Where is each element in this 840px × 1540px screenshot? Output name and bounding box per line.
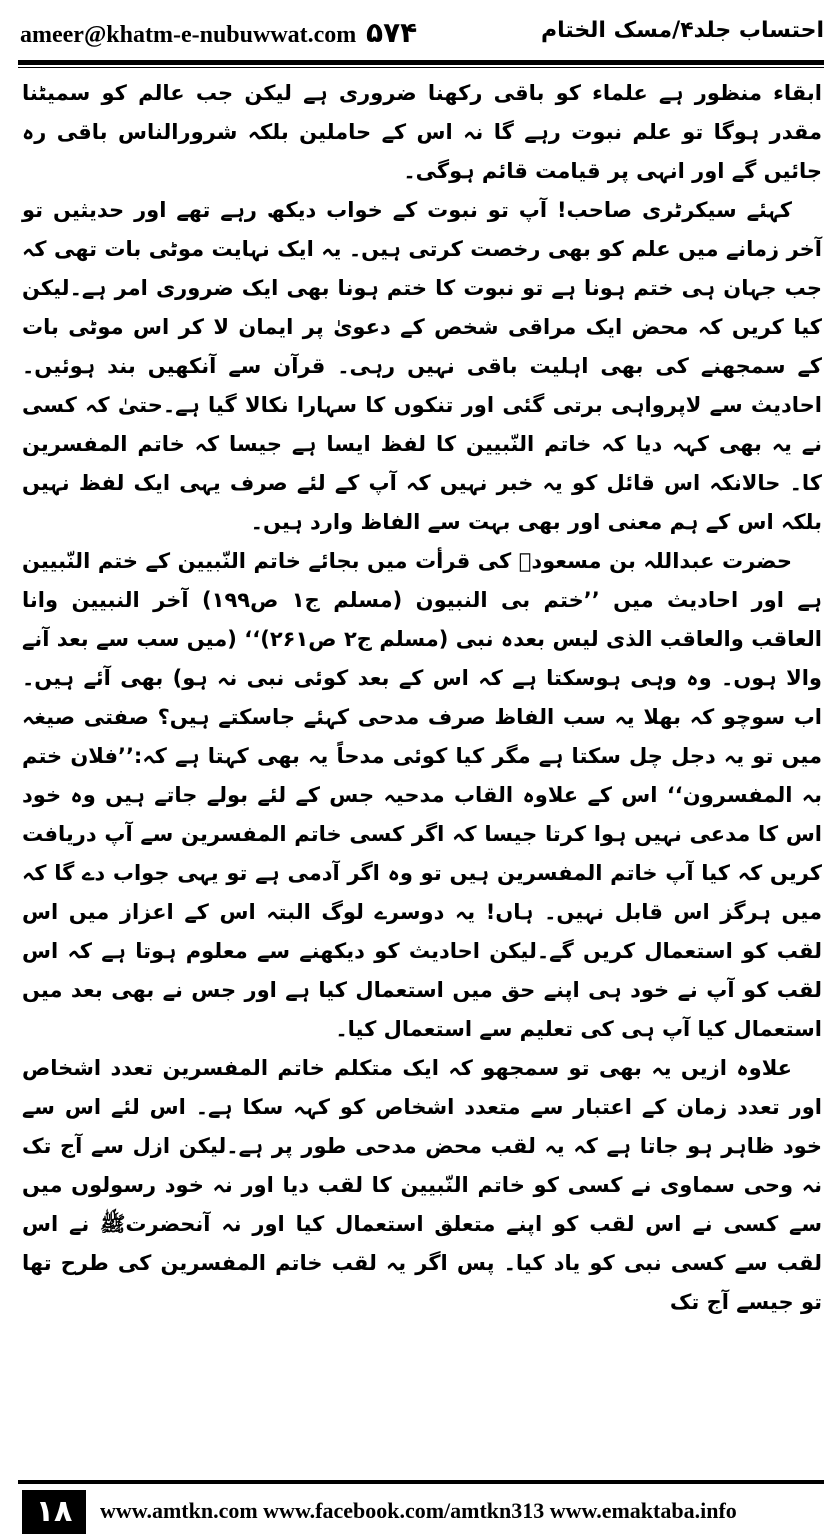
paragraph: علاوہ ازیں یہ بھی تو سمجھو کہ ایک متکلم خاتم المفسرین تعدد اشخاص اور تعدد زمان کے اعتبار سے متعدد اشخاص کو کہہ سکا ہے۔ اس لئے اس سے خود ظاہر ہو جاتا ہے کہ یہ لقب محض مدحی طور پر ہے۔لیکن ازل سے آج تک نہ وحی سماوی نے کسی کو خاتم النّبیین کا لقب دیا اور نہ خود رسولوں میں سے کسی نے اس لقب کو اپنے متعلق استعمال کیا اور نہ آنحضرتﷺ نے اس لقب سے کسی نبی کو یاد کیا۔ پس اگر یہ لقب خاتم المفسرین کی طرح تھا تو جیسے آج تک [22,1056,822,1314]
footer-links: www.amtkn.com www.facebook.com/amtkn313 www.emaktaba.info [100,1498,737,1523]
header-divider-thick [18,60,824,65]
paragraph: حضرت عبداللہ بن مسعودؓ کی قرأت میں بجائے خاتم النّبیین کے ختم النّبیین ہے اور احادیث میں ’’ختم بی النبیون (مسلم ج۱ ص۱۹۹) آخر النبیین وانا العاقب والعاقب الذی لیس بعدہ نبی (مسلم ج۲ ص۲۶۱)‘‘ (میں سب سے بعد آنے والا ہوں۔ وہ وہی ہوسکتا ہے کہ اس کے بعد کوئی نبی نہ ہو) بھی آئے ہیں۔ اب سوچو کہ بھلا یہ سب الفاظ صرف مدحی کہئے جاسکتے ہیں؟ صفتی صیغہ میں تو یہ دجل چل سکتا ہے مگر کیا کوئی مدحاً یہ بھی کہتا ہے کہ:’’فلان ختم بہ المفسرون‘‘ اس کے علاوہ القاب مدحیہ جس کے لئے بولے جاتے ہیں وہ خود اس کا مدعی نہیں ہوا کرتا جیسا کہ اگر کسی خاتم المفسرین سے آپ دریافت کریں کہ کیا آپ خاتم المفسرین ہیں تو وہ اگر آدمی ہے تو یہی جواب دے گا کہ میں ہرگز اس قابل نہیں۔ ہاں! یہ دوسرے لوگ البتہ اس کے اعزاز میں اس لقب کو استعمال کریں گے۔لیکن احادیث کو دیکھنے سے معلوم ہوتا ہے کہ اس لقب کو آپ نے خود ہی اپنے حق میں استعمال کیا ہے اور جس نے بھی بعد میں استعمال کیا آپ ہی کی تعلیم سے استعمال کیا۔ [22,549,822,1041]
footer-divider [18,1480,824,1484]
header-page-number: ۵۷۴ [366,16,418,49]
header-title: احتساب جلد۴/مسک الختام [540,18,824,43]
paragraph: ابقاء منظور ہے علماء کو باقی رکھنا ضروری ہے لیکن جب عالم کو سمیٹنا مقدر ہوگا تو علم نبوت رہے گا نہ اس کے حاملین بلکہ شرورالناس باقی رہ جائیں گے اور انہی پر قیامت قائم ہوگی۔ [22,81,822,183]
paragraph: کہئے سیکرٹری صاحب! آپ تو نبوت کے خواب دیکھ رہے تھے اور حدیثیں تو آخر زمانے میں علم کو بھی رخصت کرتی ہیں۔ یہ ایک نہایت موٹی بات تھی کہ جب جہان ہی ختم ہونا ہے تو نبوت کا ختم ہونا بھی ایک ضروری امر ہے۔لیکن کیا کریں کہ محض ایک مراقی شخص کے دعویٰ پر ایمان لا کر اس موٹی بات کے سمجھنے کی بھی اہلیت باقی نہیں رہی۔ قرآن سے آنکھیں بند ہوئیں۔ احادیث سے لاپرواہی برتی گئی اور تنکوں کا سہارا نکالا گیا ہے۔حتیٰ کہ کسی نے یہ بھی کہہ دیا کہ خاتم النّبیین کا لفظ ایسا ہے جیسا کہ خاتم المفسرین کا۔ حالانکہ اس قائل کو یہ خبر نہیں کہ آپ کے لئے صرف یہی ایک لفظ نہیں بلکہ اس کے ہم معنی اور بھی بہت سے الفاظ وارد ہیں۔ [22,198,822,534]
body-text [22,74,822,1474]
header-divider-thin [18,67,824,68]
page-footer [0,1480,840,1540]
page-header [0,0,840,62]
footer-page-number: ۱۸ [22,1490,86,1534]
header-email: ameer@khatm-e-nubuwwat.com [20,22,357,48]
